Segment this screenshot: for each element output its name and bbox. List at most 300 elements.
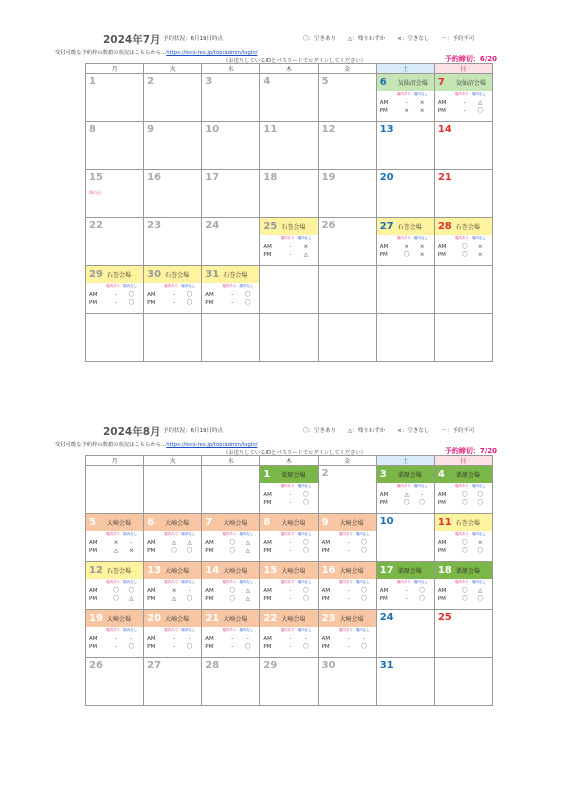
day-cell[interactable] bbox=[376, 170, 434, 218]
availability-b: × bbox=[419, 100, 425, 106]
venue-name: 栗原会場 bbox=[397, 472, 422, 479]
day-number: 19 bbox=[89, 613, 103, 624]
slot-type-b: 場内なし bbox=[297, 628, 312, 632]
info-text: 受付可能な予約枠の数値の状況はこちらから… bbox=[55, 50, 167, 56]
slot-type-a: 場内あり bbox=[396, 236, 411, 240]
availability-a: - bbox=[405, 100, 408, 106]
day-number: 4 bbox=[263, 76, 271, 87]
day-cell[interactable] bbox=[86, 514, 144, 562]
period-label: PM bbox=[205, 644, 214, 650]
am-row bbox=[263, 635, 313, 643]
slot-type-labels bbox=[222, 532, 253, 537]
day-cell[interactable] bbox=[318, 218, 376, 266]
availability-b: × bbox=[419, 244, 425, 250]
day-cell[interactable] bbox=[86, 266, 144, 314]
period-label: AM bbox=[263, 492, 272, 498]
pm-row bbox=[438, 547, 488, 555]
am-row bbox=[438, 491, 488, 499]
venue-header bbox=[260, 218, 317, 235]
period-label: PM bbox=[263, 252, 272, 258]
weekday-header: 月 bbox=[86, 64, 144, 74]
day-cell[interactable] bbox=[202, 74, 260, 122]
day-cell[interactable] bbox=[260, 562, 318, 610]
availability-b: 〇 bbox=[361, 588, 367, 594]
slot-type-a: 場内あり bbox=[280, 532, 295, 536]
period-label: AM bbox=[321, 588, 331, 594]
availability-rows bbox=[438, 587, 488, 603]
venue-header bbox=[202, 266, 259, 283]
venue-name: 大崎会場 bbox=[281, 568, 306, 575]
week-row bbox=[86, 514, 493, 562]
period-label: PM bbox=[89, 644, 98, 650]
slot-type-labels bbox=[281, 580, 312, 585]
availability-b: △ bbox=[245, 548, 250, 554]
day-cell bbox=[202, 314, 260, 362]
venue-name: 大崎会場 bbox=[165, 616, 190, 623]
availability-b: △ bbox=[245, 588, 250, 594]
slot-type-b: 場内なし bbox=[123, 284, 138, 288]
day-cell[interactable] bbox=[144, 218, 202, 266]
slot-type-a: 場内あり bbox=[106, 628, 121, 632]
day-cell[interactable] bbox=[202, 610, 260, 658]
day-number: 6 bbox=[379, 77, 387, 88]
availability-b: × bbox=[129, 548, 134, 554]
availability-b: 〇 bbox=[303, 548, 309, 554]
weekday-header: 金 bbox=[318, 456, 376, 466]
day-cell[interactable] bbox=[86, 610, 144, 658]
slot-type-b: 場内なし bbox=[181, 284, 196, 288]
day-cell[interactable] bbox=[202, 170, 260, 218]
day-cell[interactable] bbox=[318, 610, 376, 658]
day-cell[interactable] bbox=[144, 562, 202, 610]
availability-a: × bbox=[404, 244, 409, 250]
pm-row bbox=[380, 107, 430, 115]
availability-rows bbox=[263, 635, 313, 651]
availability-a: - bbox=[289, 244, 292, 250]
availability-b: 〇 bbox=[477, 548, 484, 554]
slot-type-labels bbox=[164, 284, 195, 289]
slot-type-b: 場内なし bbox=[181, 628, 196, 632]
day-number: 18 bbox=[263, 172, 278, 183]
availability-b: - bbox=[188, 588, 191, 594]
venue-header bbox=[260, 562, 317, 579]
availability-a: 〇 bbox=[229, 540, 236, 546]
am-row bbox=[380, 491, 430, 499]
day-number: 24 bbox=[205, 220, 220, 231]
period-label: PM bbox=[147, 300, 156, 306]
legend-item: 〇：空きあり bbox=[303, 428, 337, 434]
availability-b: 〇 bbox=[186, 596, 193, 602]
availability-a: - bbox=[405, 596, 408, 602]
day-cell[interactable] bbox=[318, 658, 376, 706]
period-label: PM bbox=[437, 548, 446, 554]
day-number: 3 bbox=[205, 76, 213, 87]
availability-a: - bbox=[347, 596, 350, 602]
venue-name: 大崎会場 bbox=[339, 520, 364, 527]
availability-a: - bbox=[289, 548, 292, 554]
day-cell[interactable] bbox=[202, 562, 260, 610]
day-cell bbox=[86, 466, 144, 514]
venue-name: 石巻会場 bbox=[397, 224, 422, 231]
slot-type-a: 場内あり bbox=[280, 628, 295, 632]
availability-a: - bbox=[289, 540, 292, 546]
venue-header bbox=[86, 562, 143, 579]
pm-row bbox=[89, 547, 139, 555]
slot-type-a: 場内あり bbox=[222, 628, 237, 632]
weekday-header: 土 bbox=[376, 64, 434, 74]
day-number: 5 bbox=[89, 517, 96, 528]
day-number: 18 bbox=[437, 565, 452, 576]
day-number: 30 bbox=[147, 269, 162, 280]
day-cell[interactable] bbox=[144, 658, 202, 706]
day-cell[interactable] bbox=[376, 514, 434, 562]
slot-type-a: 場内あり bbox=[222, 284, 237, 288]
day-cell[interactable] bbox=[318, 74, 376, 122]
availability-a: - bbox=[289, 596, 292, 602]
am-row bbox=[263, 539, 313, 547]
login-link[interactable]: https://lecs-res.jp/top/admin/login/ bbox=[166, 442, 258, 448]
availability-rows bbox=[380, 491, 430, 507]
calendar-table bbox=[85, 63, 493, 362]
pm-row bbox=[322, 595, 372, 603]
day-number: 20 bbox=[147, 613, 162, 624]
day-number: 2 bbox=[321, 468, 329, 479]
day-number: 16 bbox=[321, 565, 336, 576]
venue-name: 大崎会場 bbox=[223, 520, 248, 527]
period-label: AM bbox=[89, 292, 98, 298]
availability-a: △ bbox=[404, 492, 409, 498]
availability-b: 〇 bbox=[186, 300, 193, 306]
day-cell[interactable] bbox=[260, 170, 318, 218]
slot-type-labels bbox=[339, 580, 370, 585]
day-number: 14 bbox=[205, 565, 220, 576]
pm-row bbox=[147, 547, 197, 555]
day-number: 26 bbox=[89, 660, 103, 671]
day-cell[interactable] bbox=[144, 514, 202, 562]
venue-name: 石巻会場 bbox=[107, 568, 132, 575]
day-cell[interactable] bbox=[260, 122, 318, 170]
pm-row bbox=[263, 547, 313, 555]
availability-a: △ bbox=[172, 540, 177, 546]
availability-rows bbox=[263, 587, 313, 603]
day-cell[interactable] bbox=[434, 74, 492, 122]
period-label: AM bbox=[379, 588, 389, 594]
availability-rows bbox=[205, 587, 255, 603]
slot-type-b: 場内なし bbox=[239, 628, 254, 632]
day-cell[interactable] bbox=[260, 466, 318, 514]
availability-rows bbox=[147, 635, 197, 651]
venue-header bbox=[319, 514, 376, 531]
day-cell[interactable] bbox=[202, 266, 260, 314]
pm-row bbox=[380, 595, 430, 603]
am-row bbox=[438, 243, 488, 251]
availability-a: - bbox=[289, 644, 292, 650]
week-row bbox=[86, 170, 493, 218]
availability-a: △ bbox=[172, 596, 177, 602]
week-row bbox=[86, 658, 493, 706]
login-link[interactable]: https://lecs-res.jp/top/admin/login/ bbox=[166, 50, 258, 56]
slot-type-labels bbox=[397, 484, 428, 489]
slot-type-b: 場内なし bbox=[239, 580, 254, 584]
weekday-header: 火 bbox=[144, 456, 202, 466]
availability-a: 〇 bbox=[229, 596, 236, 602]
pm-row bbox=[263, 251, 313, 259]
day-cell[interactable] bbox=[376, 466, 434, 514]
day-cell[interactable] bbox=[434, 218, 492, 266]
day-number: 25 bbox=[437, 612, 452, 623]
slot-type-labels bbox=[339, 532, 370, 537]
day-cell[interactable] bbox=[376, 562, 434, 610]
day-cell[interactable] bbox=[376, 610, 434, 658]
availability-rows bbox=[263, 243, 313, 259]
period-label: PM bbox=[263, 500, 272, 506]
day-cell[interactable] bbox=[260, 74, 318, 122]
am-row bbox=[205, 587, 255, 595]
day-cell[interactable] bbox=[86, 562, 144, 610]
venue-name: 栗原会場 bbox=[281, 472, 306, 479]
day-number: 16 bbox=[147, 172, 162, 183]
week-row bbox=[86, 122, 493, 170]
availability-a: - bbox=[347, 636, 350, 642]
day-cell[interactable] bbox=[86, 74, 144, 122]
availability-b: 〇 bbox=[361, 540, 367, 546]
availability-a: 〇 bbox=[113, 596, 119, 602]
slot-type-b: 場内なし bbox=[297, 580, 312, 584]
day-number: 29 bbox=[263, 660, 278, 671]
day-cell[interactable] bbox=[86, 122, 144, 170]
period-label: PM bbox=[379, 500, 388, 506]
period-label: AM bbox=[205, 588, 214, 594]
availability-rows bbox=[380, 243, 430, 259]
day-cell[interactable] bbox=[318, 514, 376, 562]
venue-name: 大崎会場 bbox=[107, 616, 132, 623]
day-cell[interactable] bbox=[376, 122, 434, 170]
availability-b: 〇 bbox=[128, 300, 135, 306]
calendar-table bbox=[85, 455, 493, 706]
day-number: 1 bbox=[89, 76, 96, 87]
availability-rows bbox=[89, 539, 139, 555]
day-cell bbox=[260, 266, 318, 314]
slot-type-b: 場内なし bbox=[123, 532, 138, 536]
day-cell[interactable] bbox=[434, 170, 492, 218]
availability-b: × bbox=[477, 540, 483, 546]
venue-header bbox=[202, 562, 259, 579]
day-cell[interactable] bbox=[260, 218, 318, 266]
slot-type-a: 場内あり bbox=[222, 532, 237, 536]
slot-type-a: 場内あり bbox=[164, 580, 179, 584]
availability-rows bbox=[438, 243, 488, 259]
availability-a: - bbox=[231, 644, 234, 650]
day-cell[interactable] bbox=[318, 170, 376, 218]
slot-type-b: 場内なし bbox=[123, 628, 138, 632]
availability-b: 〇 bbox=[361, 548, 367, 554]
day-cell[interactable] bbox=[144, 266, 202, 314]
slot-type-b: 場内なし bbox=[355, 532, 370, 536]
info-line bbox=[55, 48, 257, 56]
day-number: 29 bbox=[89, 269, 103, 280]
period-label: PM bbox=[321, 548, 330, 554]
day-number: 7 bbox=[437, 77, 445, 88]
slot-type-b: 場内なし bbox=[413, 580, 428, 584]
availability-b: △ bbox=[129, 596, 134, 602]
day-cell[interactable] bbox=[376, 658, 434, 706]
availability-b: 〇 bbox=[128, 588, 135, 594]
availability-b: - bbox=[304, 636, 307, 642]
venue-header bbox=[86, 514, 143, 531]
period-label: PM bbox=[205, 548, 214, 554]
availability-rows bbox=[205, 539, 255, 555]
day-cell[interactable] bbox=[434, 514, 492, 562]
availability-a: 〇 bbox=[171, 548, 177, 554]
period-label: AM bbox=[437, 492, 447, 498]
availability-b: 〇 bbox=[244, 300, 251, 306]
period-label: AM bbox=[321, 636, 331, 642]
venue-name: 大崎会場 bbox=[107, 520, 132, 527]
availability-b: 〇 bbox=[244, 292, 251, 298]
day-cell[interactable] bbox=[86, 658, 144, 706]
day-cell[interactable] bbox=[260, 658, 318, 706]
slot-type-a: 場内あり bbox=[280, 236, 295, 240]
slot-type-a: 場内あり bbox=[106, 580, 121, 584]
availability-a: - bbox=[347, 644, 350, 650]
slot-type-b: 場内なし bbox=[239, 284, 254, 288]
availability-b: - bbox=[421, 492, 424, 498]
period-label: PM bbox=[263, 644, 272, 650]
slot-type-a: 場内あり bbox=[338, 628, 353, 632]
availability-a: - bbox=[463, 108, 466, 114]
period-label: PM bbox=[321, 596, 330, 602]
venue-header bbox=[435, 514, 492, 531]
availability-rows bbox=[380, 99, 430, 115]
availability-b: 〇 bbox=[244, 644, 251, 650]
day-cell bbox=[318, 266, 376, 314]
slot-type-b: 場内なし bbox=[181, 532, 196, 536]
availability-a: - bbox=[289, 588, 292, 594]
availability-a: 〇 bbox=[462, 244, 468, 250]
day-cell[interactable] bbox=[144, 122, 202, 170]
pm-row bbox=[89, 643, 139, 651]
legend-item: △：残りわずか bbox=[348, 36, 386, 42]
slot-type-labels bbox=[222, 284, 253, 289]
am-row bbox=[89, 291, 139, 299]
slot-type-b: 場内なし bbox=[355, 580, 370, 584]
slot-type-labels bbox=[397, 580, 428, 585]
day-cell[interactable] bbox=[86, 170, 144, 218]
pm-row bbox=[438, 107, 488, 115]
availability-rows bbox=[438, 491, 488, 507]
period-label: AM bbox=[379, 100, 389, 106]
availability-a: 〇 bbox=[403, 500, 410, 506]
period-label: PM bbox=[147, 548, 156, 554]
period-label: PM bbox=[89, 548, 98, 554]
availability-b: 〇 bbox=[303, 644, 309, 650]
venue-name: 大崎会場 bbox=[339, 568, 364, 575]
venue-name: 気仙沼会場 bbox=[455, 80, 486, 87]
availability-b: 〇 bbox=[477, 492, 484, 498]
day-cell[interactable] bbox=[260, 610, 318, 658]
day-cell[interactable] bbox=[144, 170, 202, 218]
day-cell[interactable] bbox=[144, 610, 202, 658]
pm-row bbox=[380, 251, 430, 259]
period-label: AM bbox=[147, 292, 156, 298]
info-text: 受付可能な予約枠の数値の状況はこちらから… bbox=[55, 442, 167, 448]
slot-type-a: 場内あり bbox=[396, 92, 411, 96]
day-cell[interactable] bbox=[318, 562, 376, 610]
period-label: PM bbox=[147, 596, 156, 602]
venue-name: 大崎会場 bbox=[281, 520, 306, 527]
am-row bbox=[322, 587, 372, 595]
day-cell[interactable] bbox=[260, 514, 318, 562]
day-cell[interactable] bbox=[434, 466, 492, 514]
day-number: 12 bbox=[89, 565, 103, 576]
day-cell[interactable] bbox=[434, 610, 492, 658]
venue-header bbox=[435, 562, 492, 579]
day-cell[interactable] bbox=[202, 122, 260, 170]
weekday-header: 日 bbox=[434, 64, 492, 74]
pm-row bbox=[205, 595, 255, 603]
period-label: AM bbox=[147, 636, 156, 642]
availability-a: - bbox=[289, 500, 292, 506]
day-cell[interactable] bbox=[376, 218, 434, 266]
venue-name: 大崎会場 bbox=[165, 568, 190, 575]
day-cell[interactable] bbox=[86, 218, 144, 266]
availability-a: - bbox=[114, 292, 117, 298]
period-label: PM bbox=[437, 252, 446, 258]
day-cell bbox=[260, 314, 318, 362]
day-cell[interactable] bbox=[376, 74, 434, 122]
availability-b: × bbox=[303, 244, 309, 250]
availability-a: - bbox=[347, 548, 350, 554]
am-row bbox=[263, 243, 313, 251]
slot-type-labels bbox=[397, 236, 428, 241]
day-number: 13 bbox=[379, 124, 394, 135]
availability-b: △ bbox=[245, 540, 250, 546]
day-cell[interactable] bbox=[318, 122, 376, 170]
day-number: 1 bbox=[263, 469, 271, 480]
day-number: 7 bbox=[205, 517, 213, 528]
slot-type-b: 場内なし bbox=[472, 484, 486, 488]
availability-b: 〇 bbox=[303, 588, 309, 594]
slot-type-b: 場内なし bbox=[472, 580, 486, 584]
slot-type-labels bbox=[281, 236, 312, 241]
availability-b: △ bbox=[245, 596, 250, 602]
pm-row bbox=[205, 643, 255, 651]
day-number: 17 bbox=[379, 565, 394, 576]
period-label: PM bbox=[263, 596, 272, 602]
availability-rows bbox=[263, 539, 313, 555]
pm-row bbox=[147, 299, 197, 307]
day-cell[interactable] bbox=[434, 562, 492, 610]
day-cell[interactable] bbox=[434, 122, 492, 170]
period-label: PM bbox=[379, 596, 388, 602]
day-number: 10 bbox=[205, 124, 220, 135]
availability-a: - bbox=[463, 100, 466, 106]
info-line bbox=[55, 440, 257, 448]
day-cell[interactable] bbox=[144, 74, 202, 122]
day-cell[interactable] bbox=[202, 514, 260, 562]
availability-a: 〇 bbox=[113, 588, 119, 594]
slot-type-a: 場内あり bbox=[280, 484, 295, 488]
availability-b: 〇 bbox=[303, 540, 309, 546]
venue-name: 大崎会場 bbox=[281, 616, 306, 623]
day-cell[interactable] bbox=[202, 218, 260, 266]
day-cell[interactable] bbox=[202, 658, 260, 706]
am-row bbox=[380, 587, 430, 595]
slot-type-b: 場内なし bbox=[413, 92, 428, 96]
day-number: 8 bbox=[89, 124, 96, 135]
day-cell[interactable] bbox=[318, 466, 376, 514]
venue-header bbox=[260, 466, 317, 483]
